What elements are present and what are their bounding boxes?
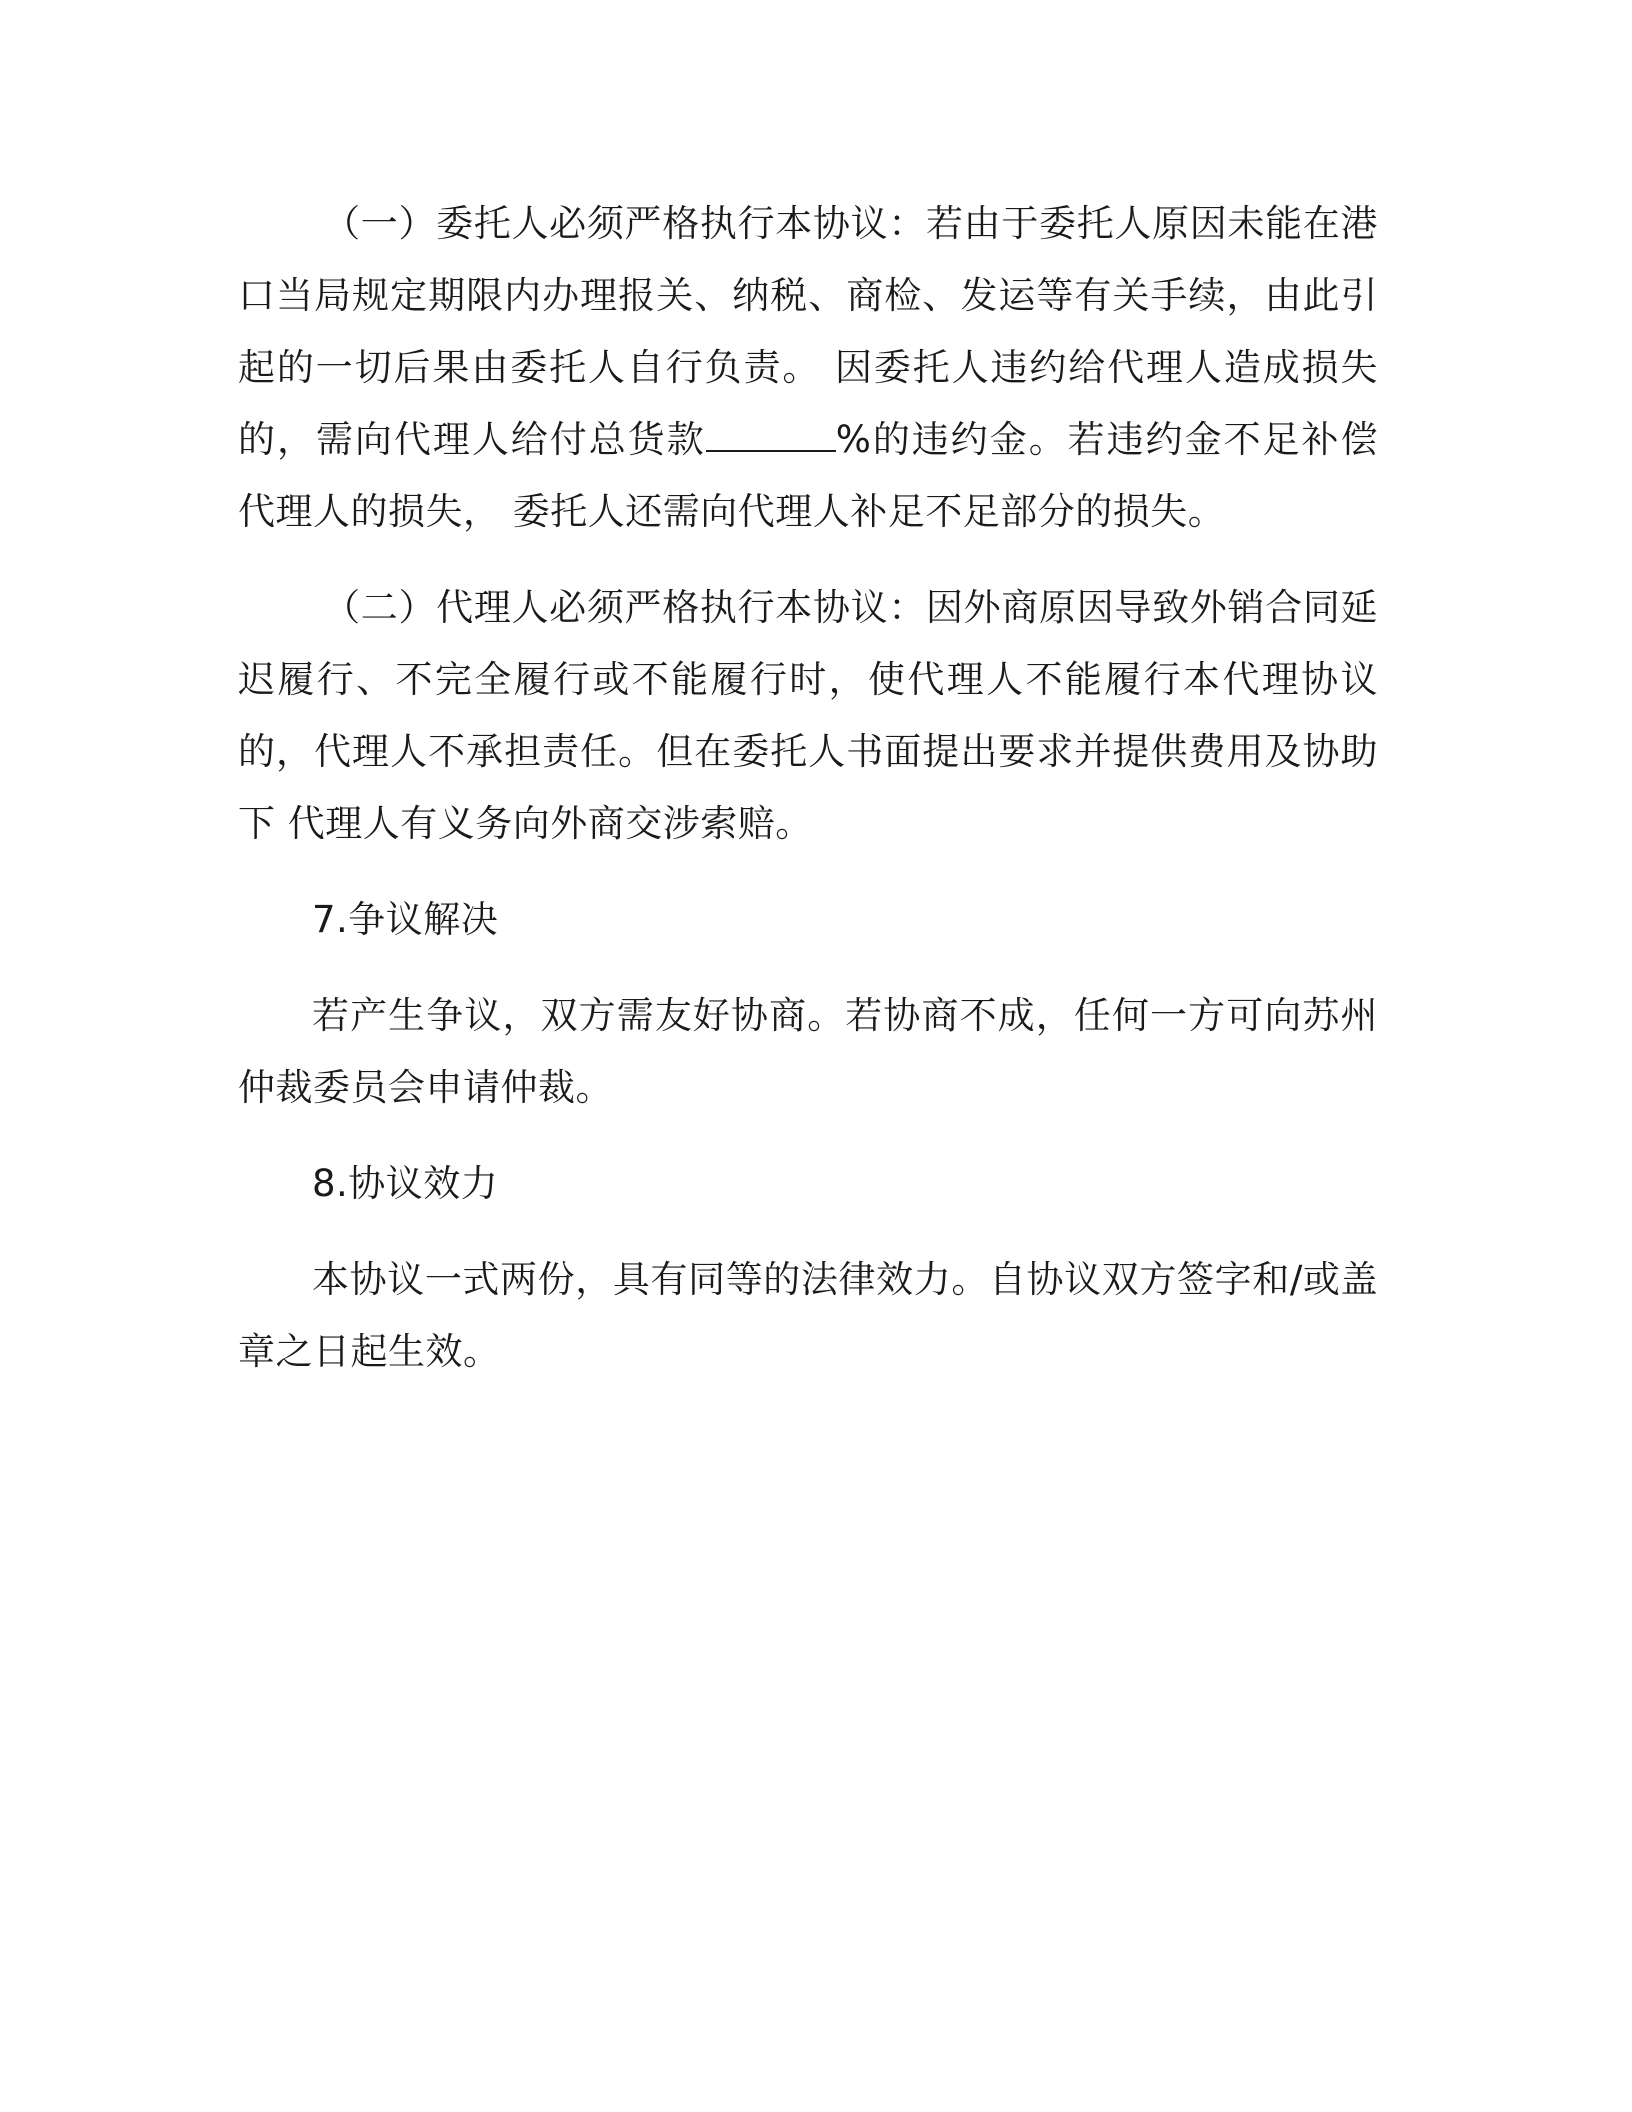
- clause-one-text-before: （一）委托人必须严格执行本协议：若由于委托人原因未能在港口当局规定期限内办理报关、纳税、商检、发运等有关手续，由此引起的一切后果由委托人自行负责。 因委托人违约给代理人造成损失的，需向代理人给付总货款: [238, 202, 1378, 461]
- section-8-heading: 8.协议效力: [312, 1162, 499, 1205]
- clause-one-text-after: %的违约金。若违约金不足补偿代理人的损失， 委托人还需向代理人补足不足部分的损失。: [238, 418, 1378, 533]
- penalty-percent-blank: [706, 410, 836, 452]
- section-8-body: 本协议一式两份，具有同等的法律效力。自协议双方签字和/或盖章之日起生效。: [238, 1258, 1378, 1373]
- clause-one-paragraph: [238, 188, 1378, 548]
- section-7-body: 若产生争议，双方需友好协商。若协商不成，任何一方可向苏州仲裁委员会申请仲裁。: [238, 994, 1378, 1109]
- clause-two-paragraph: （二）代理人必须严格执行本协议：因外商原因导致外销合同延迟履行、不完全履行或不能履行时，使代理人不能履行本代理协议的，代理人不承担责任。但在委托人书面提出要求并提供费用及协助下 代理人有义务向外商交涉索赔。: [238, 586, 1378, 845]
- document-body: [238, 188, 1378, 1412]
- section-7-heading: 7.争议解决: [312, 898, 499, 941]
